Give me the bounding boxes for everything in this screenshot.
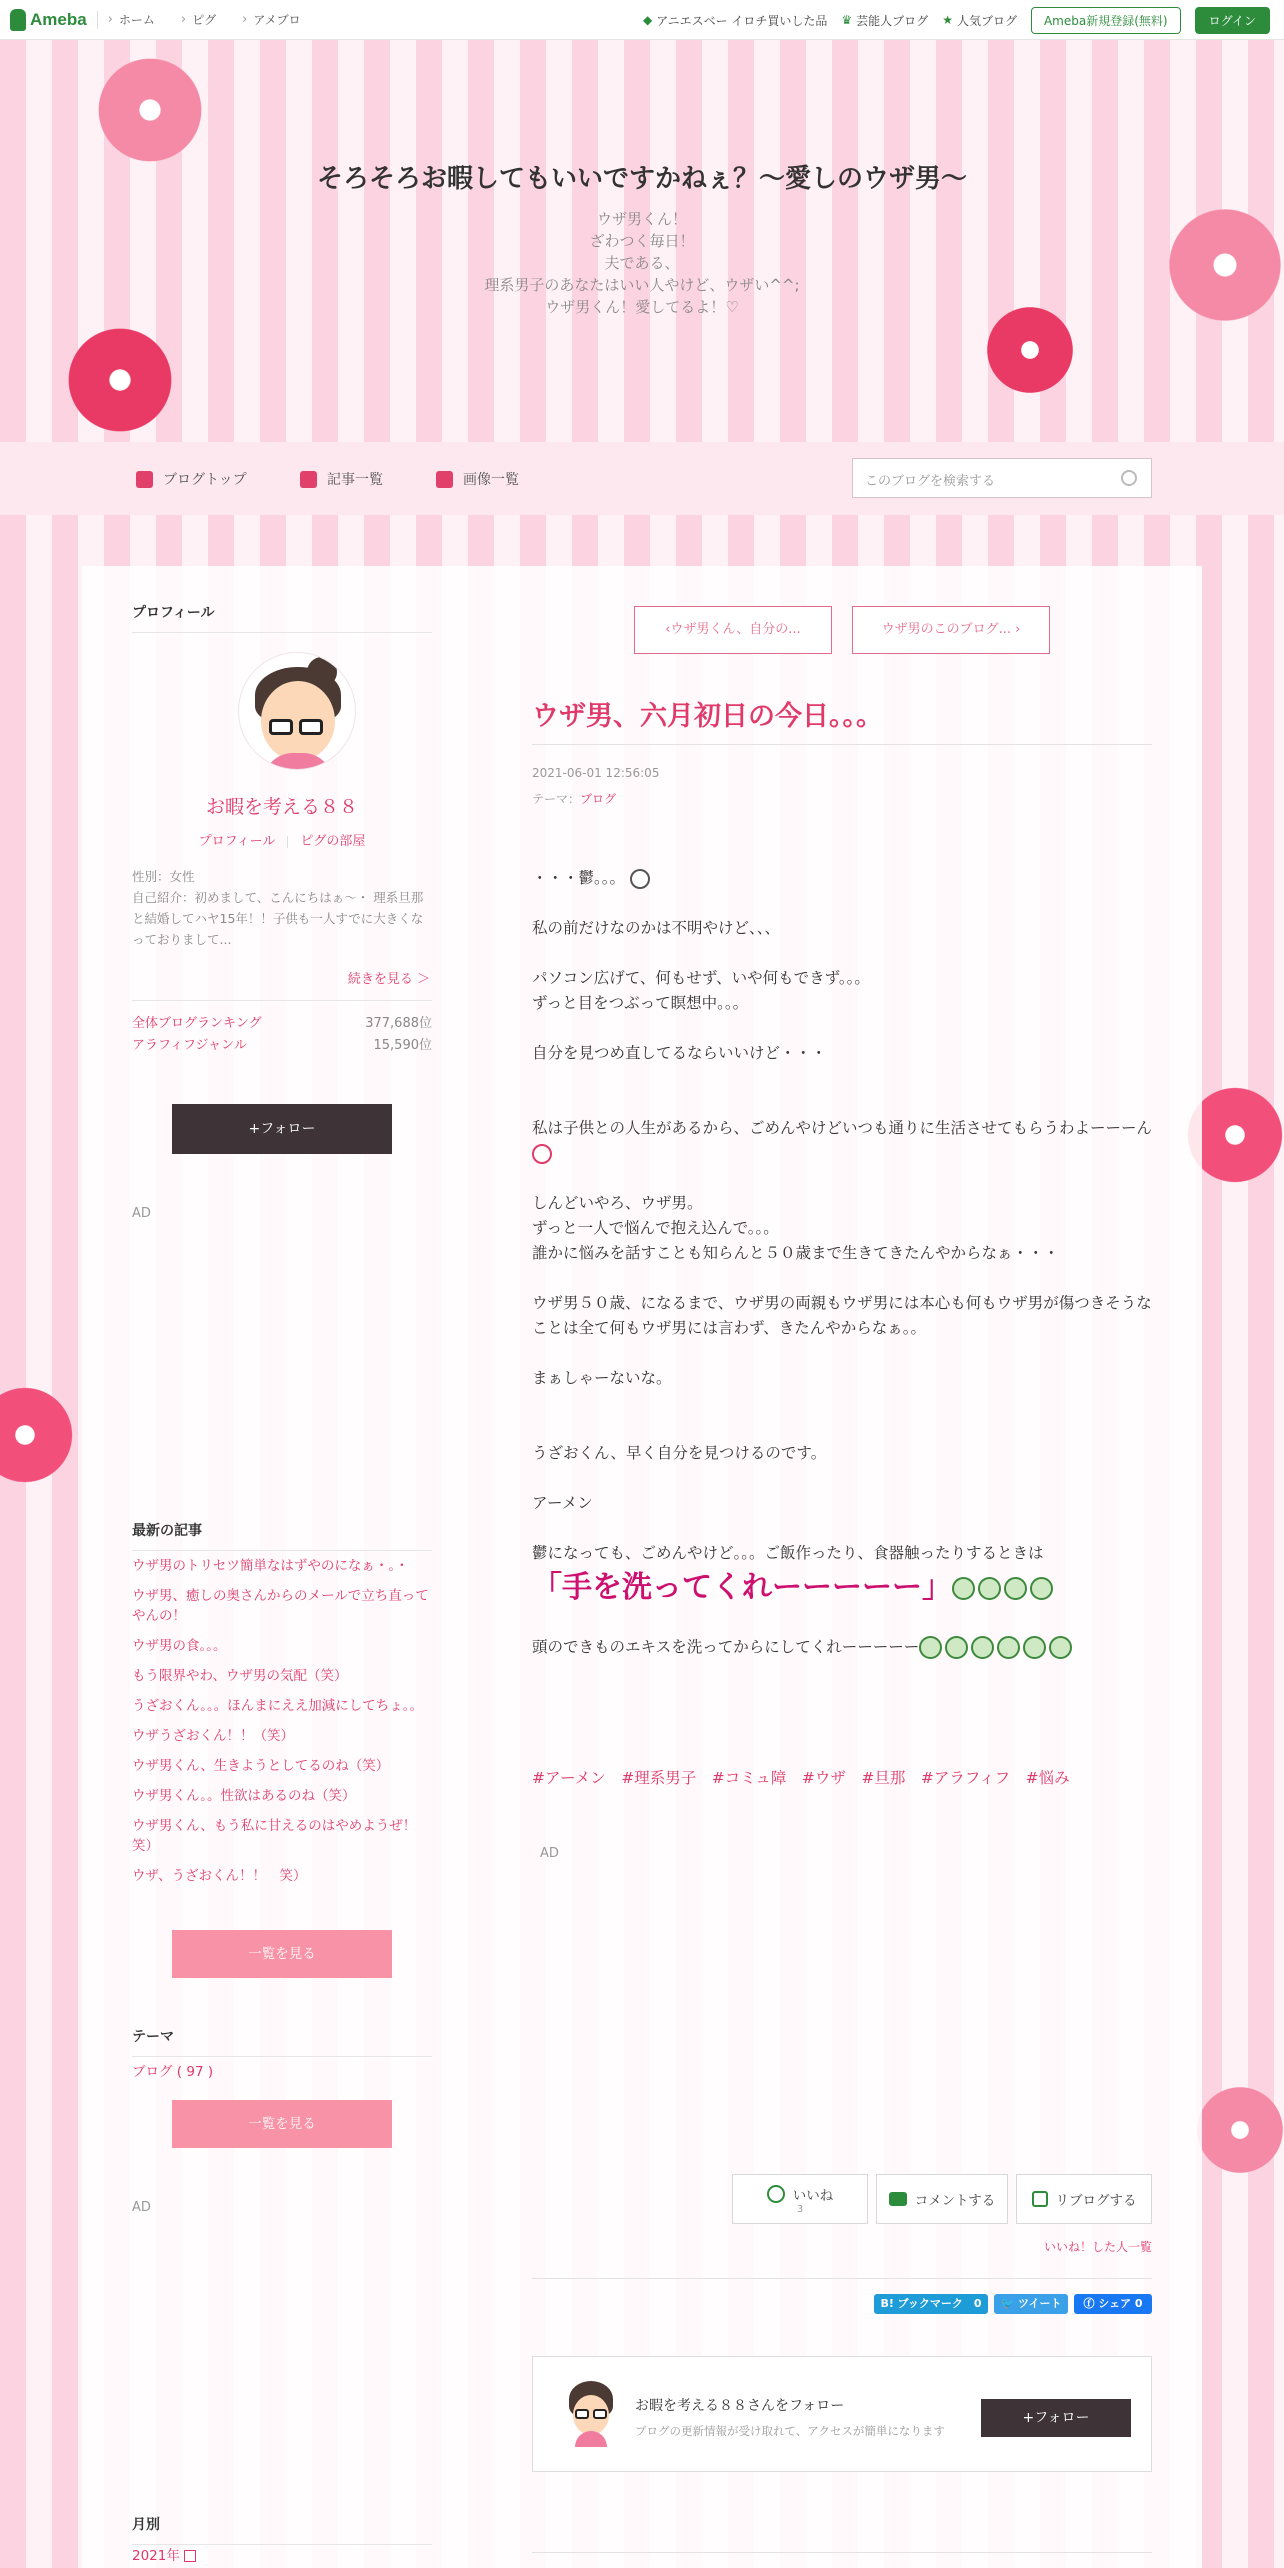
reblog-icon	[1032, 2191, 1048, 2207]
blog-header	[0, 40, 1284, 442]
post-theme: テーマ：ブログ	[532, 792, 617, 806]
login-button[interactable]: ログイン	[1195, 7, 1270, 34]
smile-icon	[767, 2185, 785, 2203]
follow-subtext: ブログの更新情報が受け取れて、アクセスが簡単になります	[635, 2424, 945, 2438]
profile-link[interactable]: プロフィール	[198, 834, 276, 849]
content-wrap	[82, 566, 1202, 2568]
like-count: 3	[796, 2203, 804, 2215]
blog-title[interactable]: そろそろお暇してもいいですかねぇ？〜愛しのウザ男〜	[316, 164, 967, 194]
image-list-link[interactable]: 画像一覧	[436, 469, 519, 489]
monthly-heading: 月別	[132, 2514, 432, 2545]
search-icon[interactable]	[1121, 470, 1137, 486]
follow-box	[532, 2356, 1152, 2472]
follow-text: お暇を考える８８さんをフォロー	[635, 2398, 845, 2414]
kiss-face-icon	[532, 1144, 552, 1164]
hatena-bookmark-button[interactable]: B! ブックマーク 0	[874, 2294, 988, 2314]
latest-list-button[interactable]: 一覧を見る	[172, 1930, 392, 1978]
latest-post-item[interactable]: もう限界やわ、ウザ男の気配（笑）	[132, 1668, 348, 1684]
tweet-button[interactable]: 🐦 ツイート	[994, 2294, 1068, 2314]
copy-icon	[300, 471, 317, 488]
latest-post-item[interactable]: うざおくん。。。ほんまにええ加減にしてちょ。。	[132, 1698, 424, 1714]
scream-icon	[971, 1636, 994, 1659]
promo-link[interactable]: ◆ アニエスベー イロチ買いした品	[642, 13, 828, 28]
post-body: ・・・鬱。。。 私の前だけなのかは不明やけど、、、 パソコン広げて、何もせず、いや何もできず。。。 ずっと目をつぶって瞑想中。。。 自分を見つめ直してるならいいけど・・・ 私は子供との人生があるから、ごめんやけどいつも通りに生活させてもらうわよーーーん しんどいやろ、ウザ男。 ずっと一人で悩んで抱え込んで。。。 誰かに悩みを話すことも知らんと５０歳まで生きてきたんやからなぁ・・・ ウザ男５０歳、になるまで、ウザ男の両親もウザ男には本心も何もウザ男が傷つきそうなことは全て何もウザ男には言わず、きたんやからなぁ。。 まぁしゃーないな。 うざおくん、早く自分を見つけるのです。 アーメン 鬱になっても、ごめんやけど。。。ご飯作ったり、食器触ったりするときは 「手を洗ってくれーーーーー」 頭のできものエキスを洗ってからにしてくれーーーーー	[532, 866, 1152, 1660]
sad-face-icon	[630, 869, 650, 889]
theme-item[interactable]: ブログ ( 97 )	[132, 2064, 214, 2080]
star-icon: ★	[942, 13, 953, 27]
ameba-top-bar	[0, 0, 1284, 40]
ad-label: AD	[540, 1846, 559, 1861]
blog-description: ウザ男くん！ ざわつく毎日！ 夫である、 理系男子のあなたはいい人やけど、ウザい^^; ウザ男くん！愛してるよ！♡	[484, 210, 800, 316]
blog-top-link[interactable]: ブログトップ	[136, 469, 247, 489]
scream-icon	[1030, 1577, 1053, 1600]
crown-icon: ♛	[841, 13, 853, 27]
read-more-link[interactable]: 続きを見る ＞	[347, 972, 430, 987]
comment-icon	[889, 2192, 907, 2206]
plum-flower-decoration	[1190, 2080, 1284, 2180]
post-theme-link[interactable]: ブログ	[580, 792, 617, 806]
pigg-room-link[interactable]: ピグの部屋	[300, 834, 366, 849]
latest-post-item[interactable]: ウザ男の食。。。	[132, 1638, 227, 1654]
scream-icon	[952, 1577, 975, 1600]
nickname[interactable]: お暇を考える８８	[205, 796, 358, 818]
nav-pigg[interactable]: › ピグ	[181, 11, 216, 28]
popular-blog-link[interactable]: ★ 人気ブログ	[942, 13, 1017, 28]
scream-icon	[978, 1577, 1001, 1600]
blog-nav	[0, 442, 1284, 515]
ad-label: AD	[132, 1206, 151, 1221]
theme-heading: テーマ	[132, 2026, 432, 2057]
scream-icon	[1023, 1636, 1046, 1659]
like-button[interactable]: いいね 3	[732, 2174, 868, 2224]
scream-icon	[919, 1636, 942, 1659]
latest-post-item[interactable]: ウザ男、癒しの奥さんからのメールで立ち直ってやんの！	[132, 1588, 429, 1624]
hashtags[interactable]: #アーメン #理系男子 #コミュ障 #ウザ #旦那 #アラフィフ #悩み	[532, 1769, 1070, 1787]
comment-button[interactable]: コメントする	[876, 2174, 1008, 2224]
profile-links	[132, 830, 432, 849]
theme-list-button[interactable]: 一覧を見る	[172, 2100, 392, 2148]
camera-icon	[436, 471, 453, 488]
scream-icon	[1004, 1577, 1027, 1600]
follow-button-bottom[interactable]: +フォロー	[981, 2399, 1131, 2437]
celebrity-blog-link[interactable]: ♛ 芸能人ブログ	[841, 13, 929, 28]
avatar[interactable]	[238, 652, 356, 770]
diamond-icon: ◆	[642, 13, 653, 27]
blog-search-input[interactable]: このブログを検索する	[852, 458, 1152, 498]
likers-link[interactable]: いいね！した人一覧	[1043, 2240, 1152, 2254]
ranking-overall-link[interactable]: 全体ブログランキング	[132, 1016, 262, 1031]
document-icon	[136, 471, 153, 488]
ad-label: AD	[132, 2200, 151, 2215]
next-post-button[interactable]: ウザ男のこのブログ... ›	[852, 606, 1050, 654]
latest-post-item[interactable]: ウザ、うざおくん！！ 笑）	[132, 1868, 307, 1884]
latest-post-item[interactable]: ウザ男くん、もう私に甘えるのはやめようぜ！笑）	[132, 1818, 417, 1854]
prev-post-button[interactable]: ‹ウザ男くん、自分の...	[634, 606, 832, 654]
latest-post-item[interactable]: ウザ男くん、生きようとしてるのね（笑）	[132, 1758, 390, 1774]
reblog-button[interactable]: リブログする	[1016, 2174, 1152, 2224]
follow-avatar	[561, 2381, 621, 2447]
register-button[interactable]: Ameba新規登録(無料)	[1031, 7, 1181, 34]
ameba-logo-icon	[10, 9, 26, 31]
scream-icon	[1049, 1636, 1072, 1659]
profile-heading: プロフィール	[132, 602, 432, 633]
facebook-share-button[interactable]: ⓕ シェア 0	[1074, 2294, 1152, 2314]
latest-posts-list	[132, 1556, 432, 1896]
latest-post-item[interactable]: ウザ男のトリセツ簡単なはずやのになぁ・。・	[132, 1558, 409, 1574]
emphasis-text: 「手を洗ってくれーーーーー」	[532, 1566, 1152, 1610]
post-date: 2021-06-01 12:56:05	[532, 766, 660, 780]
profile-info: 性別：女性 自己紹介：初めまして、こんにちはぁ〜・ 理系旦那と結婚してハヤ15年！！子供も一人すでに大きくなっておりまして...	[132, 869, 424, 947]
latest-posts-heading: 最新の記事	[132, 1520, 432, 1551]
expand-icon[interactable]	[184, 2550, 196, 2562]
nav-ameblo[interactable]: › アメブロ	[242, 11, 300, 28]
follow-button[interactable]: +フォロー	[172, 1104, 392, 1154]
latest-post-item[interactable]: ウザ男くん。。性欲はあるのね（笑）	[132, 1788, 356, 1804]
scream-icon	[945, 1636, 968, 1659]
latest-post-item[interactable]: ウザうざおくん！！（笑）	[132, 1728, 294, 1744]
ranking-genre-link[interactable]: アラフィフジャンル	[132, 1038, 247, 1053]
ranking: 全体ブログランキング 377,688位 アラフィフジャンル 15,590位	[132, 1000, 432, 1057]
month-item[interactable]: 2021年	[132, 2546, 196, 2566]
post-title[interactable]: ウザ男、六月初日の今日。。。	[532, 701, 883, 732]
ameba-logo[interactable]: Ameba	[10, 9, 87, 31]
nav-home[interactable]: › ホーム	[108, 11, 155, 28]
article-list-link[interactable]: 記事一覧	[300, 469, 383, 489]
scream-icon	[997, 1636, 1020, 1659]
